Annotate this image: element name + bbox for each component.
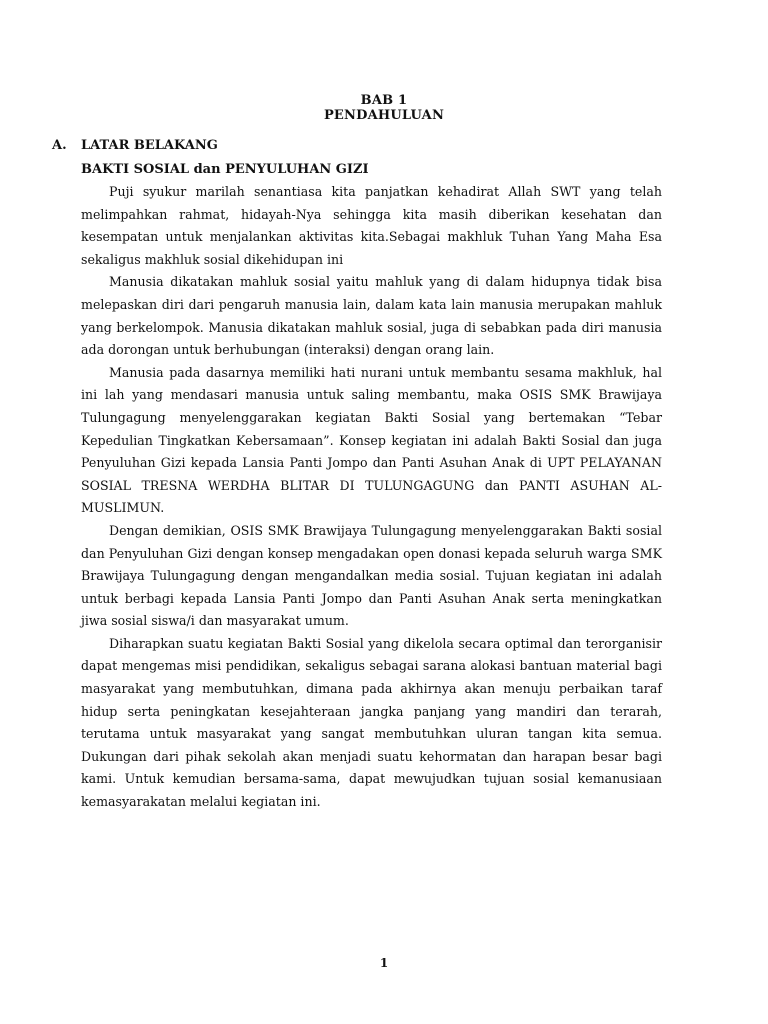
page-number: 1 [379,956,389,970]
paragraph: Diharapkan suatu kegiatan Bakti Sosial yang dikelola secara optimal dan terorganisir dapat mengemas misi pendidikan, sekaligus sebagai sarana alokasi bantuan material bagi masyarakat yang membutuhkan, dimana pada akhirnya akan menuju perbaikan taraf hidup serta peningkatan kesejahteraan jangka panjang yang mandiri dan terarah, terutama untuk masyarakat yang sangat membutuhkan uluran tangan kita semua. Dukungan dari pihak sekolah akan menjadi suatu kehormatan dan harapan besar bagi kami. Untuk kemudian bersama-sama, dapat mewujudkan tujuan sosial kemanusiaan kemasyarakatan melalui kegiatan ini. [81,635,662,810]
chapter-title: PENDAHULUAN [323,108,445,123]
section-heading [52,138,218,154]
chapter-number: BAB 1 [360,93,408,108]
paragraph: Dengan demikian, OSIS SMK Brawijaya Tulungagung menyelenggarakan Bakti sosial dan Penyuluhan Gizi dengan konsep mengadakan open donasi kepada seluruh warga SMK Brawijaya Tulungagung dengan mengandalkan media sosial. Tujuan kegiatan ini adalah untuk berbagi kepada Lansia Panti Jompo dan Panti Asuhan Anak serta meningkatkan jiwa sosial siswa/i dan masyarakat umum. [81,522,662,629]
paragraph: Puji syukur marilah senantiasa kita panjatkan kehadirat Allah SWT yang telah melimpahkan rahmat, hidayah-Nya sehingga kita masih diberikan kesehatan dan kesempatan untuk menjalankan aktivitas kita.Sebagai makhluk Tuhan Yang Maha Esa sekaligus makhluk sosial dikehidupan ini [81,184,662,267]
section-letter: A. [52,138,67,153]
paragraph: Manusia pada dasarnya memiliki hati nurani untuk membantu sesama makhluk, hal ini lah yang mendasari manusia untuk saling membantu, maka OSIS SMK Brawijaya Tulungagung menyelenggarakan kegiatan Bakti Sosial yang bertemakan “Tebar Kepedulian Tingkatkan Kebersamaan”. Konsep kegiatan ini adalah Bakti Sosial dan juga Penyuluhan Gizi kepada Lansia Panti Jompo dan Panti Asuhan Anak di UPT PELAYANAN SOSIAL TRESNA WERDHA BLITAR DI TULUNGAGUNG dan PANTI ASUHAN AL-MUSLIMUN. [81,364,662,516]
section-title: LATAR BELAKANG [81,138,218,153]
paragraph: Manusia dikatakan mahluk sosial yaitu mahluk yang di dalam hidupnya tidak bisa melepaskan diri dari pengaruh manusia lain, dalam kata lain manusia merupakan mahluk yang berkelompok. Manusia dikatakan mahluk sosial, juga di sebabkan pada diri manusia ada dorongan untuk berhubungan (interaksi) dengan orang lain. [81,274,662,358]
body-text [81,181,662,814]
subheading: BAKTI SOSIAL dan PENYULUHAN GIZI [81,162,369,177]
